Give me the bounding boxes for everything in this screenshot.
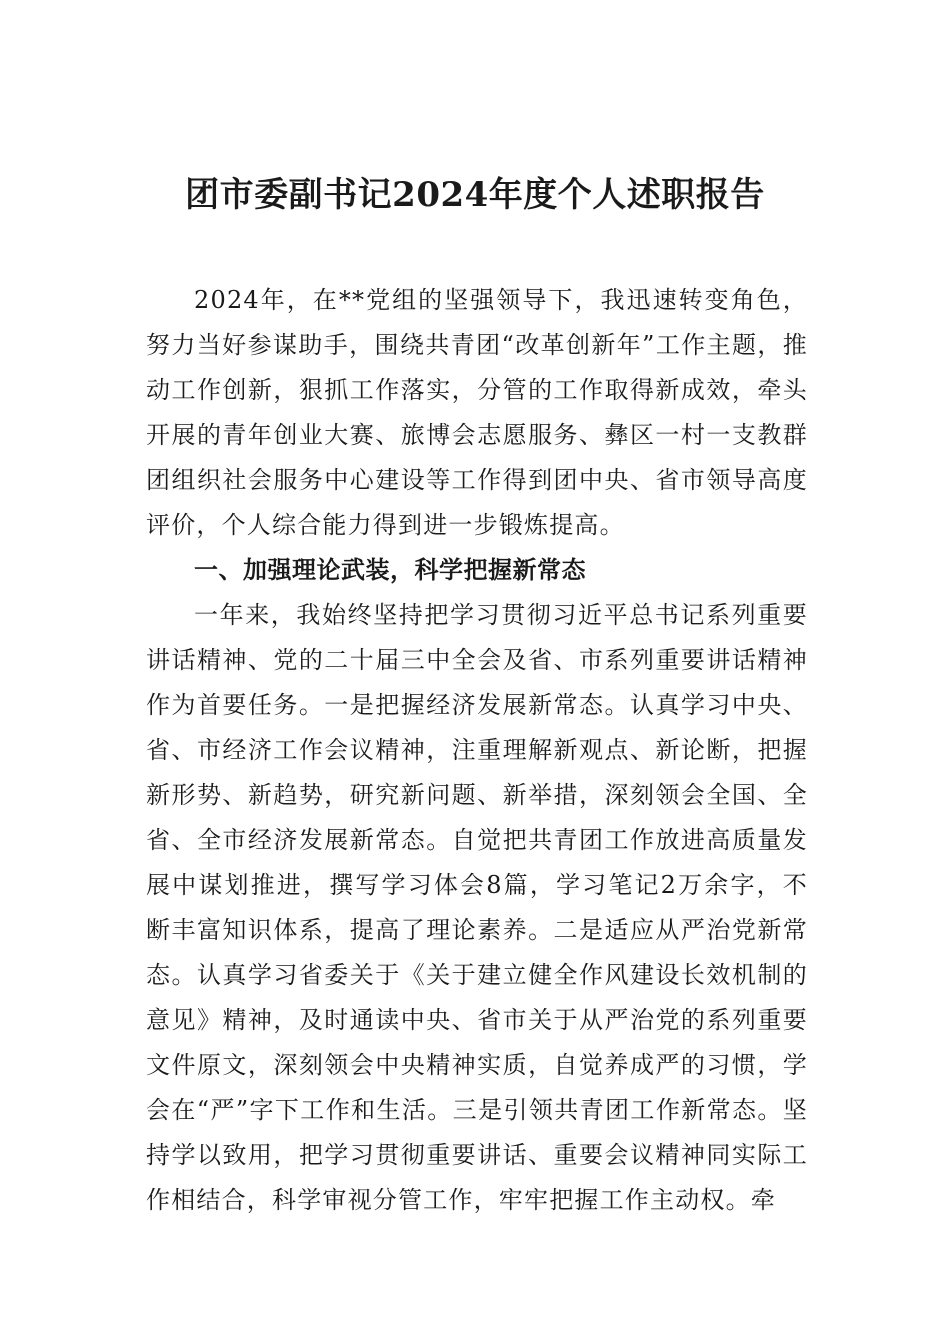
- section-paragraph: 一年来，我始终坚持把学习贯彻习近平总书记系列重要讲话精神、党的二十届三中全会及省、市系列重要讲话精神作为首要任务。一是把握经济发展新常态。认真学习中央、省、市经济工作会议精神，注重理解新观点、新论断，把握新形势、新趋势，研究新问题、新举措，深刻领会全国、全省、全市经济发展新常态。自觉把共青团工作放进高质量发展中谋划推进，撰写学习体会8篇，学习笔记2万余字，不断丰富知识体系，提高了理论素养。二是适应从严治党新常态。认真学习省委关于《关于建立健全作风建设长效机制的意见》精神，及时通读中央、省市关于从严治党的系列重要文件原文，深刻领会中央精神实质，自觉养成严的习惯，学会在“严”字下工作和生活。三是引领共青团工作新常态。坚持学以致用，把学习贯彻重要讲话、重要会议精神同实际工作相结合，科学审视分管工作，牢牢把握工作主动权。牵: [146, 601, 808, 1214]
- document-title: 团市委副书记2024年度个人述职报告: [185, 175, 765, 215]
- section-heading: 一、加强理论武装，科学把握新常态: [194, 556, 586, 584]
- document-body: [146, 278, 808, 1223]
- intro-paragraph: 2024年，在**党组的坚强领导下，我迅速转变角色，努力当好参谋助手，围绕共青团“改革创新年”工作主题，推动工作创新，狠抓工作落实，分管的工作取得新成效，牵头开展的青年创业大赛、旅博会志愿服务、彝区一村一支教群团组织社会服务中心建设等工作得到团中央、省市领导高度评价，个人综合能力得到进一步锻炼提高。: [146, 286, 808, 539]
